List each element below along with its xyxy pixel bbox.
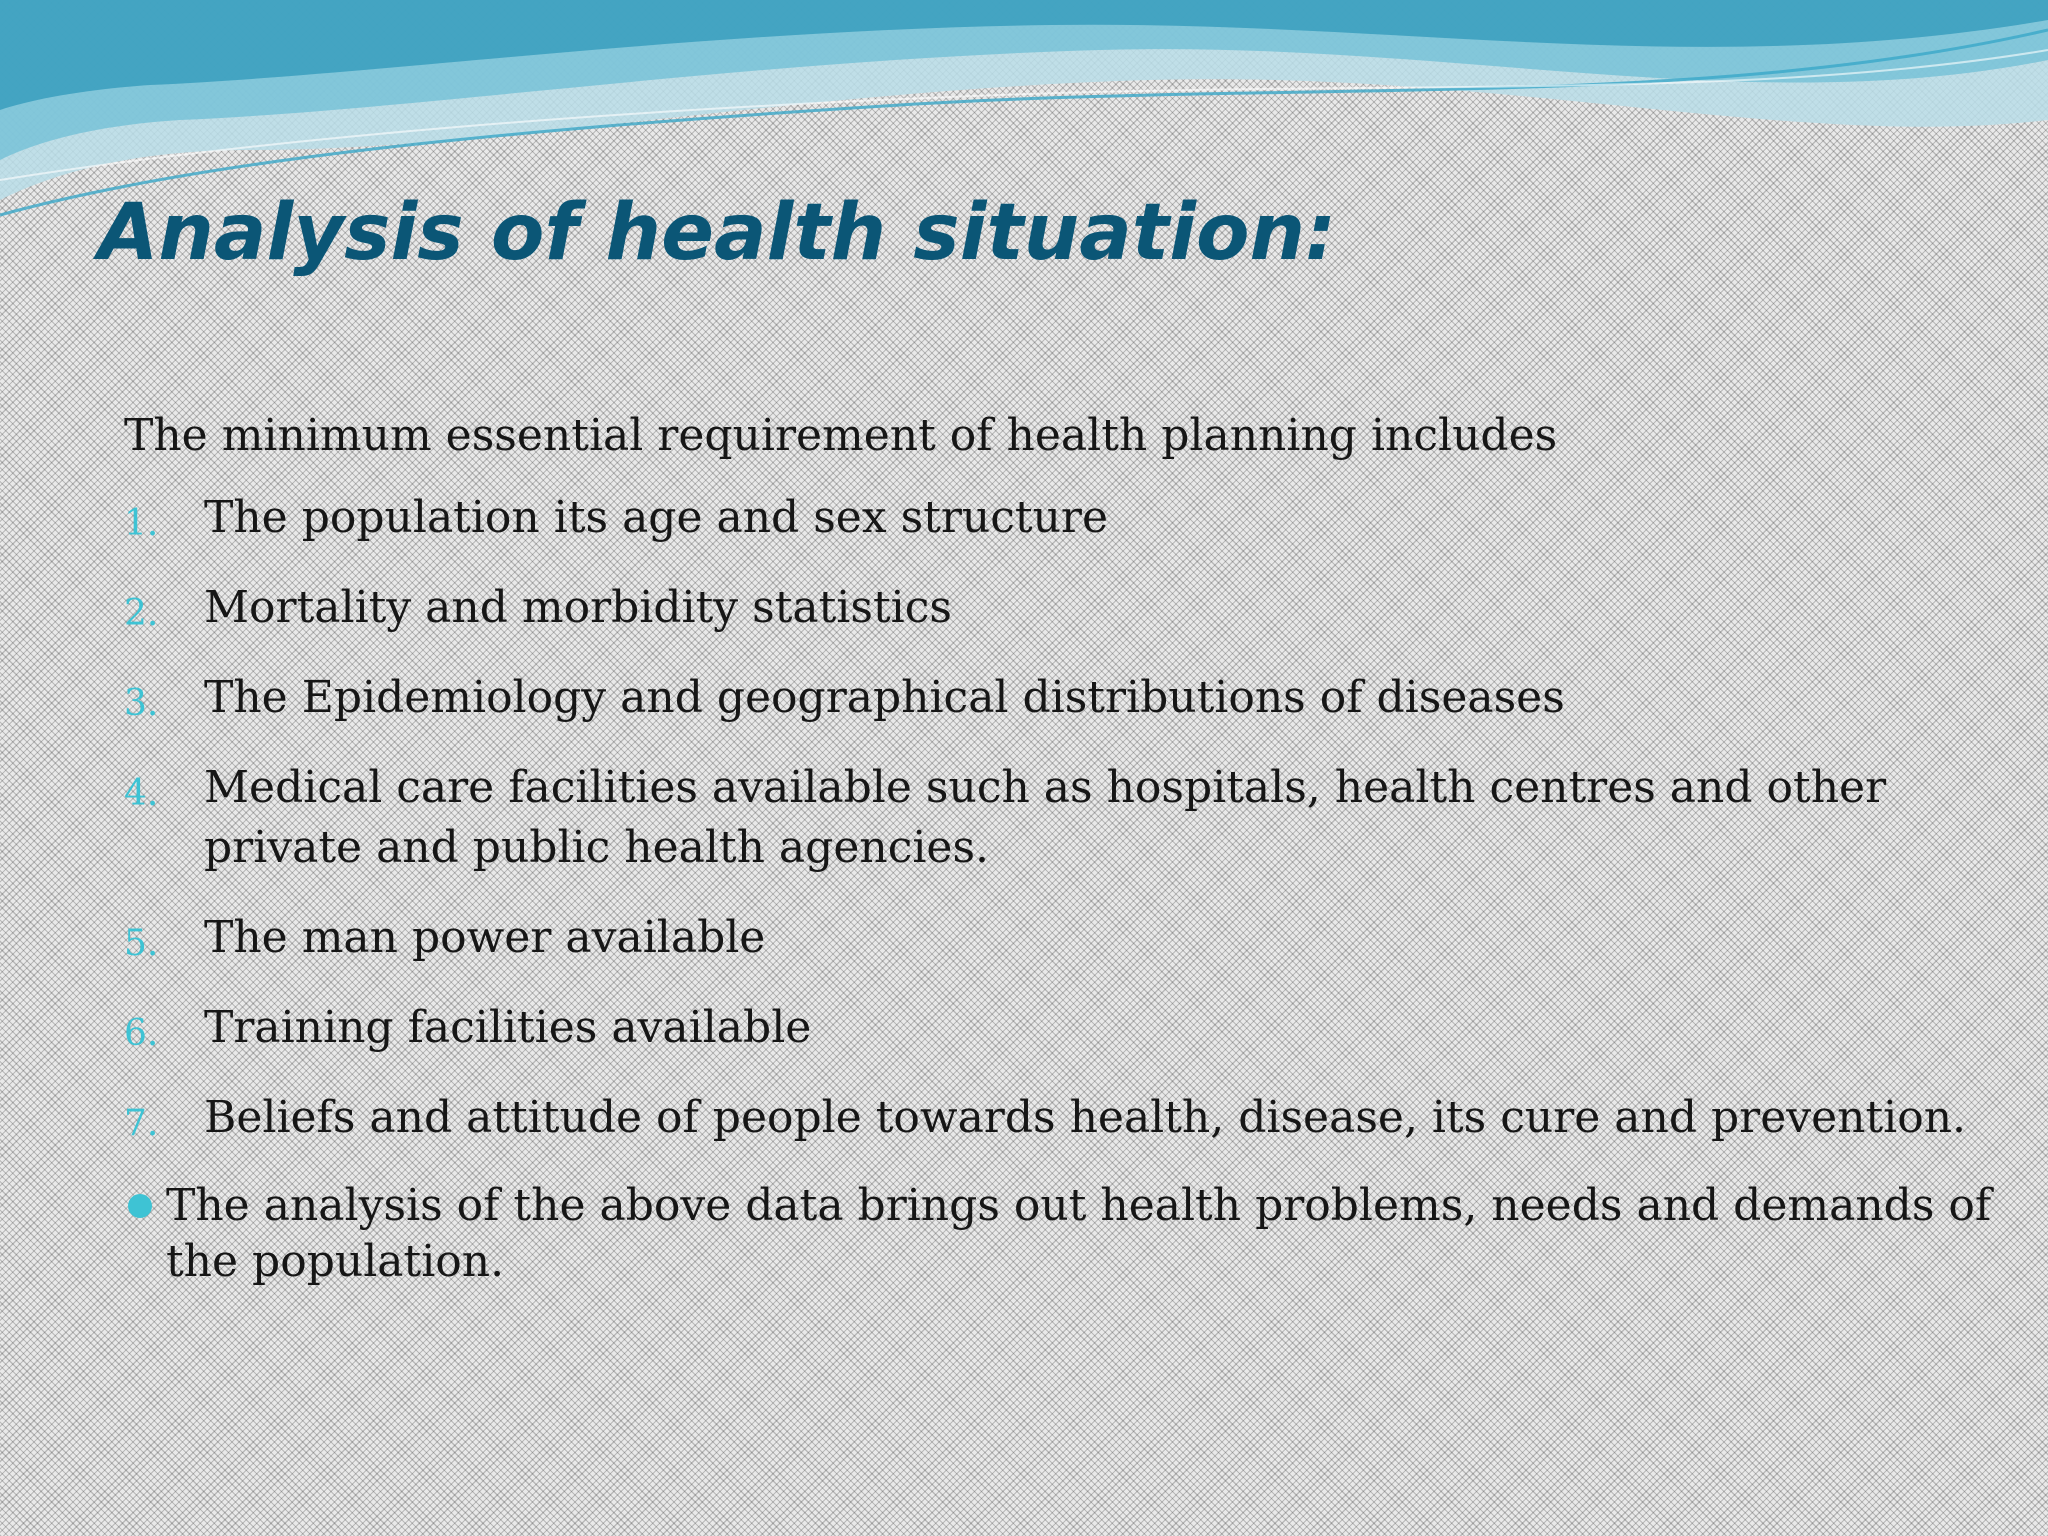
list-item	[124, 578, 2004, 638]
list-item-text: Beliefs and attitude of people towards health, disease, its cure and prevention.	[204, 1092, 1967, 1143]
list-item	[124, 758, 2004, 878]
list-item	[124, 668, 2004, 728]
slide-content	[124, 408, 2004, 1290]
slide-title: Analysis of health situation:	[98, 188, 1337, 278]
list-item-text: The population its age and sex structure	[204, 492, 1108, 543]
list-item-number: 1.	[124, 503, 159, 544]
list-item-number: 6.	[124, 1013, 159, 1054]
list-item-number: 2.	[124, 593, 159, 634]
bullet-dot-icon	[128, 1194, 152, 1218]
requirements-list	[124, 488, 2004, 1148]
conclusion-paragraph	[124, 1178, 2004, 1290]
conclusion-text: The analysis of the above data brings out health problems, needs and demands of the population.	[166, 1180, 1992, 1287]
list-item-number: 3.	[124, 683, 159, 724]
list-item-text: Mortality and morbidity statistics	[204, 582, 952, 633]
list-item-number: 5.	[124, 923, 159, 964]
list-item	[124, 1088, 2004, 1148]
intro-text: The minimum essential requirement of health planning includes	[124, 410, 1558, 461]
list-item	[124, 998, 2004, 1058]
list-item-text: Medical care facilities available such as hospitals, health centres and other private and public health agencies.	[204, 762, 1887, 873]
list-item-text: Training facilities available	[204, 1002, 812, 1053]
list-item-number: 4.	[124, 773, 159, 814]
list-item-number: 7.	[124, 1103, 159, 1144]
list-item-text: The man power available	[204, 912, 766, 963]
list-item-text: The Epidemiology and geographical distributions of diseases	[204, 672, 1565, 723]
list-item	[124, 488, 2004, 548]
list-item	[124, 908, 2004, 968]
